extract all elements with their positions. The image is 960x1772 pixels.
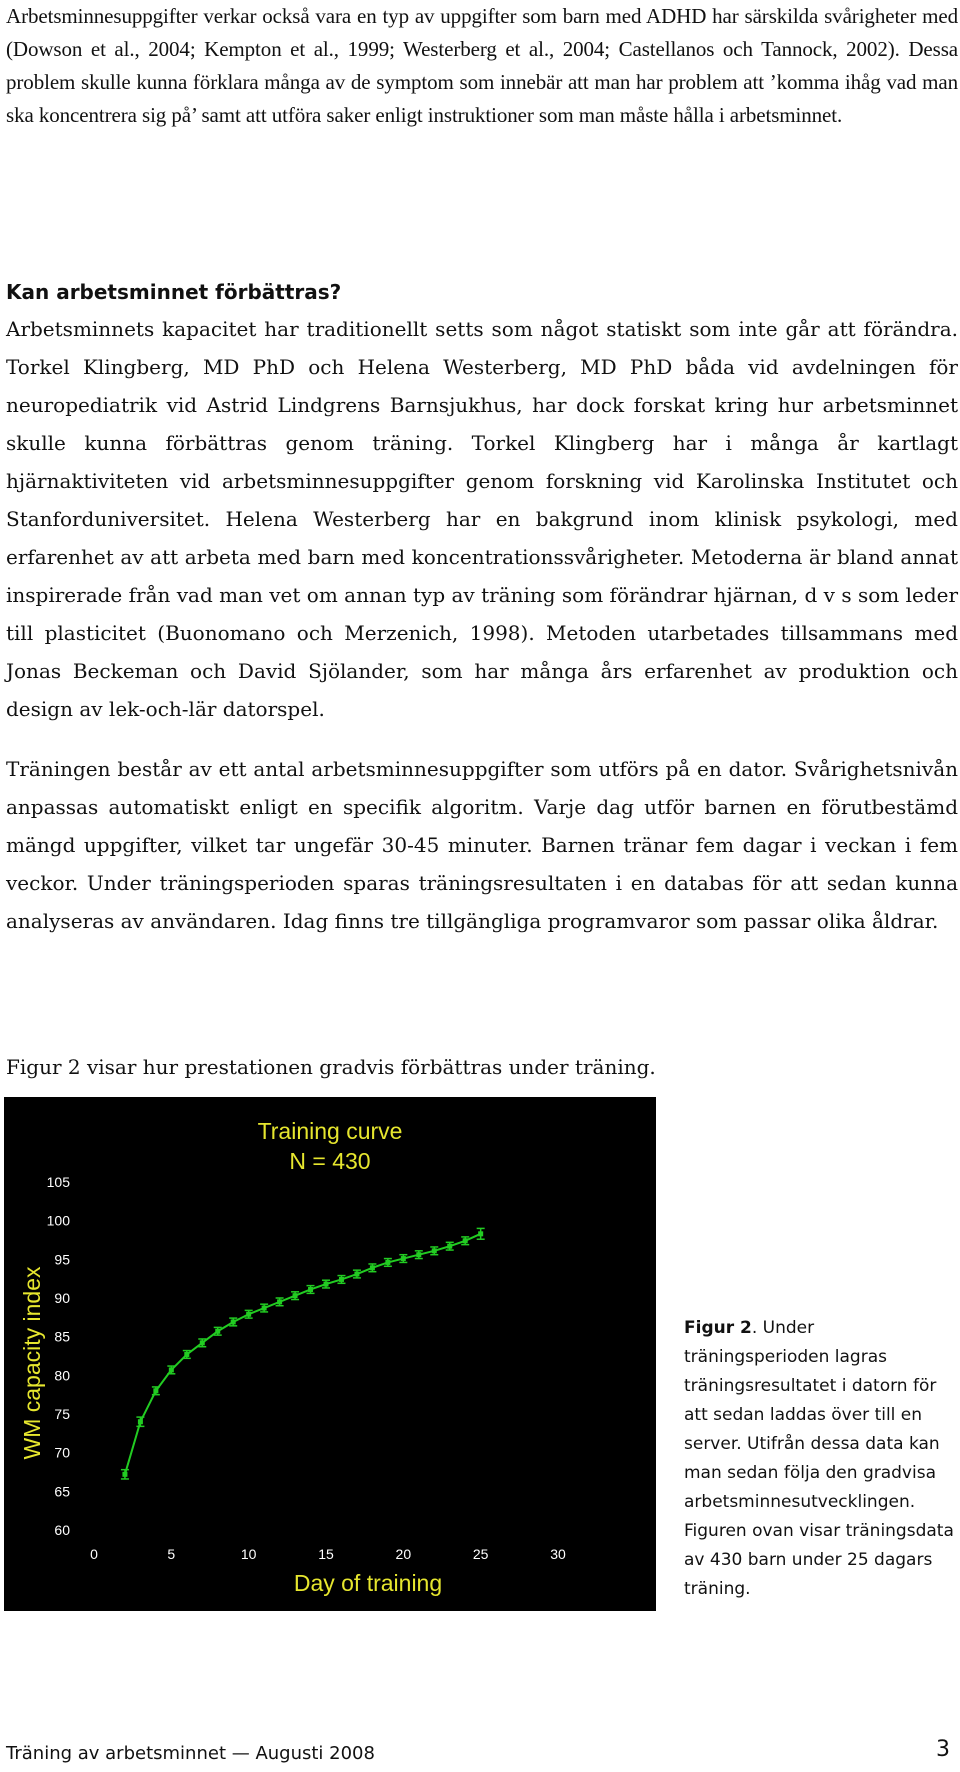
footer-title: Träning av arbetsminnet — Augusti 2008	[6, 1743, 375, 1764]
training-series	[121, 1228, 485, 1479]
series-line	[125, 1234, 481, 1475]
y-tick-label: 85	[54, 1328, 70, 1345]
x-tick-label: 30	[550, 1546, 566, 1562]
data-point	[122, 1472, 127, 1477]
section-heading: Kan arbetsminnet förbättras?	[6, 280, 342, 304]
x-tick-label: 15	[318, 1546, 334, 1562]
data-point	[324, 1282, 329, 1287]
caption-label: Figur 2	[684, 1318, 752, 1338]
chart-x-axis-label: Day of training	[293, 1570, 443, 1596]
data-point	[169, 1367, 174, 1372]
data-point	[277, 1299, 282, 1304]
x-tick-label: 0	[90, 1546, 98, 1562]
data-point	[293, 1293, 298, 1298]
data-point	[463, 1238, 468, 1243]
x-tick-label: 5	[167, 1546, 176, 1562]
data-point	[308, 1287, 313, 1292]
chart-svg	[4, 1097, 656, 1611]
y-tick-label: 100	[46, 1212, 70, 1229]
paragraph-training: Träningen består av ett antal arbetsminnesuppgifter som utförs på en dator. Svårighetsnivån anpassas automatiskt enligt en specifik algoritm. Varje dag utför barnen en förutbestämd mängd uppgifter, vilket tar ungefär 30-45 minuter. Barnen tränar fem dagar i veckan i fem veckor. Under träningsperioden sparas träningsresultaten i en databas för att sedan kunna analyseras av användaren. Idag finns tre tillgängliga programvaror som passar olika åldrar.	[6, 757, 958, 933]
data-point	[138, 1419, 143, 1424]
y-tick-label: 95	[54, 1251, 70, 1268]
page-number: 3	[936, 1737, 950, 1762]
y-tick-labels	[47, 1174, 71, 1538]
data-point	[478, 1231, 483, 1236]
chart-title: Training curve	[257, 1118, 403, 1144]
data-point	[153, 1388, 158, 1393]
data-point	[385, 1260, 390, 1265]
data-point	[184, 1352, 189, 1357]
data-point	[231, 1319, 236, 1324]
paragraph-figure-intro: Figur 2 visar hur prestationen gradvis förbättras under träning.	[6, 1055, 656, 1079]
data-point	[354, 1272, 359, 1277]
data-point	[339, 1277, 344, 1282]
y-tick-label: 90	[54, 1290, 70, 1306]
y-tick-label: 70	[54, 1444, 70, 1461]
caption-text: . Under träningsperioden lagras träningsresultatet i datorn för att sedan laddas över till en server. Utifrån dessa data kan man sedan följa den gradvisa arbetsminnesutvecklingen. Figuren ovan visar träningsdata av 430 barn under 25 dagars träning.	[684, 1318, 954, 1599]
paragraph-intro: Arbetsminnesuppgifter verkar också vara en typ av uppgifter som barn med ADHD har särskilda svårigheter med (Dowson et al., 2004; Kempton et al., 1999; Westerberg et al., 2004; Castellanos och Tannock, 2002). Dessa problem skulle kunna förklara många av de symptom som innebär att man har problem att ’komma ihåg vad man ska koncentrera sig på’ samt att utföra saker enligt instruktioner som man måste hålla i arbetsminnet.	[6, 4, 958, 127]
figure-caption	[684, 1314, 954, 1604]
y-tick-label: 75	[54, 1406, 70, 1422]
data-point	[401, 1256, 406, 1261]
data-point	[370, 1265, 375, 1270]
y-tick-label: 60	[54, 1522, 70, 1538]
data-point	[262, 1306, 267, 1311]
x-tick-labels	[90, 1546, 566, 1562]
data-point	[447, 1244, 452, 1249]
data-point	[246, 1312, 251, 1317]
data-point	[416, 1252, 421, 1257]
x-tick-label: 10	[240, 1546, 257, 1562]
y-tick-label: 105	[46, 1174, 70, 1190]
y-tick-label: 65	[54, 1483, 70, 1500]
paragraph-research: Arbetsminnets kapacitet har traditionellt setts som något statiskt som inte går att förändra. Torkel Klingberg, MD PhD och Helena Westerberg, MD PhD båda vid avdelningen för neuropediatrik vid Astrid Lindgrens Barnsjukhus, har dock forskat kring hur arbetsminnet skulle kunna förbättras genom träning. Torkel Klingberg har i många år kartlagt hjärnaktiviteten vid arbetsminnesuppgifter genom forskning vid Karolinska Institutet och Stanforduniversitet. Helena Westerberg har en bakgrund inom klinisk psykologi, med erfarenhet av att arbeta med barn med koncentrationssvårigheter. Metoderna är bland annat inspirerade från vad man vet om annan typ av träning som förändrar hjärnan, d v s som leder till plasticitet (Buonomano och Merzenich, 1998). Metoden utarbetades tillsammans med Jonas Beckeman och David Sjölander, som har många års erfarenhet av produktion och design av lek-och-lär datorspel.	[6, 317, 959, 721]
data-point	[200, 1340, 205, 1345]
y-tick-label: 80	[54, 1367, 70, 1384]
chart-y-axis-label: WM capacity index	[19, 1266, 45, 1460]
x-tick-label: 20	[395, 1546, 412, 1562]
data-point	[215, 1329, 220, 1334]
data-point	[432, 1248, 437, 1253]
chart-subtitle: N = 430	[289, 1148, 371, 1174]
x-tick-label: 25	[472, 1546, 489, 1562]
training-curve-chart	[4, 1097, 656, 1611]
